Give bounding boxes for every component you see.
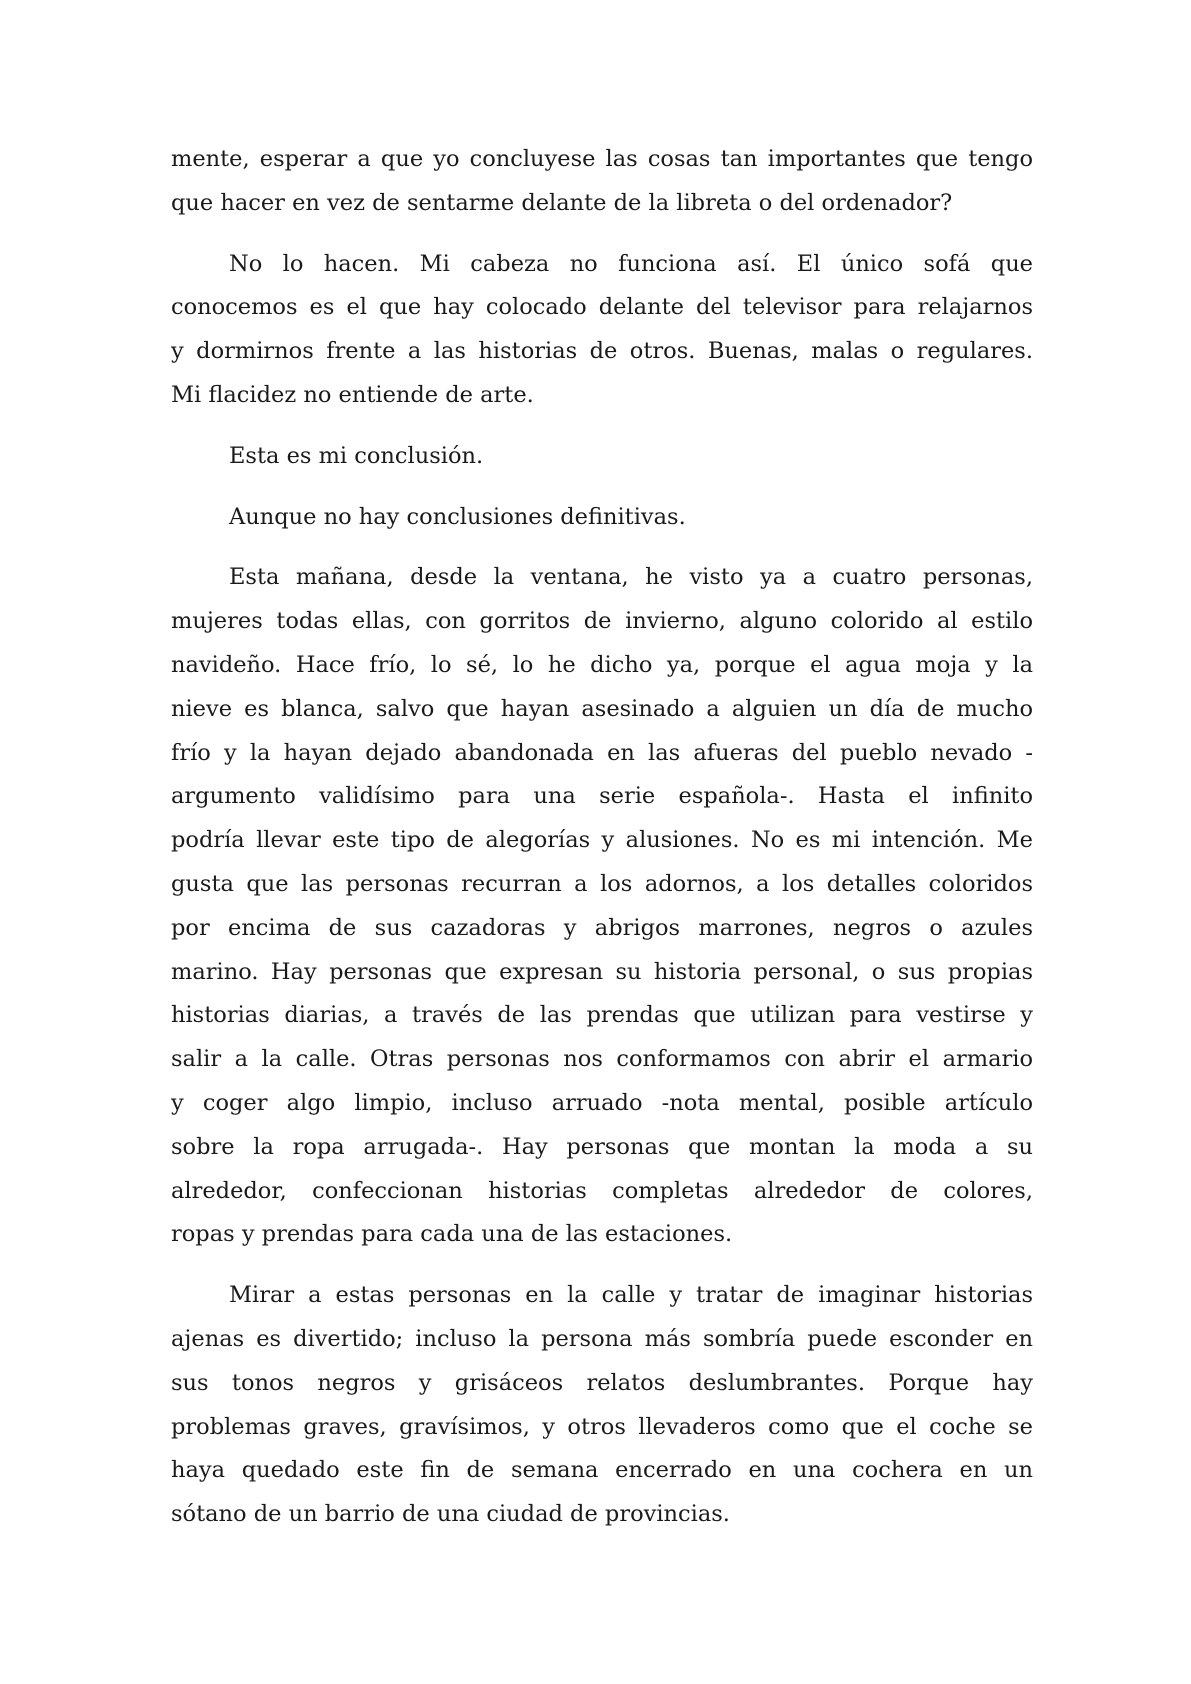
text-line: No lo hacen. Mi cabeza no funciona así. El único sofá que (229, 250, 1033, 277)
text-line: problemas graves, gravísimos, y otros llevaderos como que el coche se (171, 1413, 1033, 1440)
text-line: marino. Hay personas que expresan su historia personal, o sus propias (171, 958, 1033, 985)
text-line: ajenas es divertido; incluso la persona más sombría puede esconder en (171, 1325, 1033, 1352)
text-line: historias diarias, a través de las prendas que utilizan para vestirse y (171, 1002, 1033, 1029)
text-line: gusta que las personas recurran a los adornos, a los detalles coloridos (171, 870, 1033, 897)
text-line: sus tonos negros y grisáceos relatos deslumbrantes. Porque hay (171, 1369, 1033, 1396)
text-line: que hacer en vez de sentarme delante de la libreta o del ordenador? (171, 189, 953, 216)
text-line: mujeres todas ellas, con gorritos de invierno, alguno colorido al estilo (171, 608, 1033, 635)
text-line: Mi flacidez no entiende de arte. (171, 381, 534, 408)
text-line: mente, esperar a que yo concluyese las cosas tan importantes que tengo (171, 146, 1033, 172)
text-line: Aunque no hay conclusiones definitivas. (229, 503, 686, 530)
text-line: sobre la ropa arrugada-. Hay personas que montan la moda a su (171, 1133, 1033, 1160)
text-line: sótano de un barrio de una ciudad de provincias. (171, 1501, 730, 1528)
paragraph (171, 243, 1033, 418)
text-line: y coger algo limpio, incluso arruado -nota mental, posible artículo (171, 1089, 1033, 1116)
paragraph (171, 496, 1033, 540)
text-line: frío y la hayan dejado abandonada en las afueras del pueblo nevado - (171, 739, 1033, 766)
paragraph (171, 1274, 1033, 1537)
text-line: Esta es mi conclusión. (229, 442, 484, 469)
text-line: Esta mañana, desde la ventana, he visto ya a cuatro personas, (229, 564, 1033, 591)
text-line: nieve es blanca, salvo que hayan asesinado a alguien un día de mucho (171, 695, 1033, 722)
text-line: argumento validísimo para una serie española-. Hasta el infinito (171, 783, 1033, 810)
paragraph (171, 556, 1033, 1257)
text-line: y dormirnos frente a las historias de otros. Buenas, malas o regulares. (171, 338, 1033, 365)
text-line: conocemos es el que hay colocado delante del televisor para relajarnos (171, 294, 1033, 321)
text-line: alrededor, confeccionan historias completas alrededor de colores, (171, 1177, 1033, 1204)
text-line: por encima de sus cazadoras y abrigos marrones, negros o azules (171, 914, 1033, 941)
paragraph (171, 435, 1033, 479)
paragraph (171, 138, 1033, 226)
text-line: salir a la calle. Otras personas nos conformamos con abrir el armario (171, 1046, 1033, 1073)
text-line: Mirar a estas personas en la calle y tratar de imaginar historias (229, 1282, 1033, 1309)
text-line: ropas y prendas para cada una de las estaciones. (171, 1221, 733, 1248)
text-line: haya quedado este fin de semana encerrado en una cochera en un (171, 1457, 1033, 1484)
text-line: navideño. Hace frío, lo sé, lo he dicho ya, porque el agua moja y la (171, 651, 1033, 678)
document-page (171, 138, 1033, 1554)
text-line: podría llevar este tipo de alegorías y alusiones. No es mi intención. Me (171, 827, 1033, 854)
